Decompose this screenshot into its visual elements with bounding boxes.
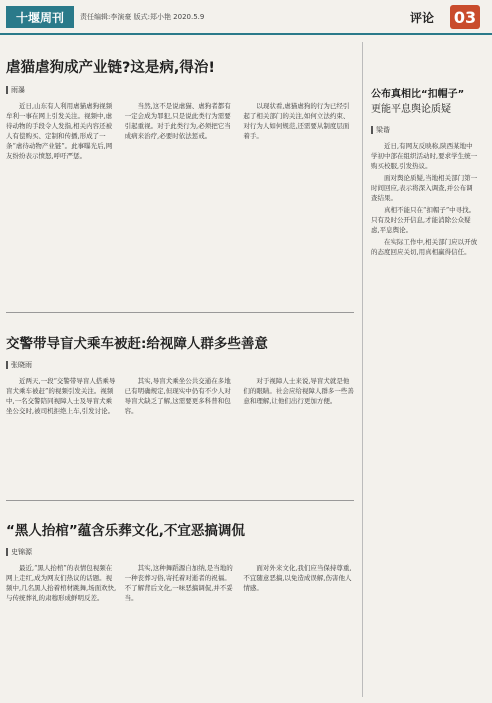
- byline-marker: [6, 548, 8, 556]
- byline: [371, 125, 479, 135]
- article-3: [6, 505, 354, 698]
- article-divider: [6, 500, 354, 501]
- byline-marker: [371, 126, 373, 134]
- article-column: [243, 563, 354, 603]
- article-title: 交警带导盲犬乘车被赶:给视障人群多些善意: [6, 336, 268, 352]
- sidebar-title-line: 更能平息舆论质疑: [371, 104, 451, 115]
- byline: [6, 360, 354, 370]
- article-column: [243, 376, 354, 416]
- paragraph: 最近,“黑人抬棺”的表情包视频在网上走红,成为网友们热议的话题。视频中,几名黑人抬着棺材跳舞,场面欢快,与传统葬礼的肃穆形成鲜明反差。: [6, 564, 117, 602]
- paragraph: 在实际工作中,相关部门应以开放的态度回应关切,用真相赢得信任。: [371, 238, 478, 256]
- page-header: [0, 0, 492, 40]
- header-rule: [0, 33, 492, 35]
- masthead: 十堰周刊: [6, 6, 74, 28]
- author: 雨瀑: [11, 86, 25, 94]
- article-column: [125, 376, 236, 416]
- section-label: 评论: [410, 11, 435, 25]
- paragraph: 真相不能只在“扣帽子”中寻找。只有及时公开信息,才能消除公众疑虑,平息舆论。: [371, 206, 476, 234]
- byline-marker: [6, 86, 8, 94]
- byline: [6, 547, 354, 557]
- paragraph: 其实,这种舞蹈源自加纳,是当地的一种丧葬习俗,寄托着对逝者的祝福。不了解背后文化,一味恶搞调侃,并不妥当。: [124, 564, 233, 602]
- sidebar-article: [362, 42, 487, 697]
- article-column: [6, 376, 117, 416]
- article-body: [6, 376, 354, 416]
- author: 张晓雨: [11, 361, 32, 369]
- sidebar-title: [371, 87, 479, 117]
- editor-credits: 责任编辑:李演豪 版式:郑小艳 2020.5.9: [80, 13, 205, 21]
- article-column: [6, 563, 117, 603]
- article-2: [6, 318, 354, 496]
- author: 梁谐: [376, 126, 390, 134]
- paragraph: 近两天,一段“交警带导盲人搭乘导盲犬乘车被赶”的视频引发关注。视频中,一名交警陪同视障人士及导盲犬乘坐公交时,被司机拒绝上车,引发讨论。: [6, 377, 116, 415]
- article-title: 虐猫虐狗成产业链?这是病,得治!: [6, 60, 216, 76]
- article-divider: [6, 312, 354, 313]
- article-column: [125, 101, 236, 161]
- sidebar-title-line: 公布真相比“扣帽子”: [371, 89, 465, 100]
- byline: [6, 85, 354, 95]
- sidebar-body: [371, 141, 479, 257]
- paragraph: 当然,这不是说虐猫、虐狗者都有一定会成为罪犯,只是说此类行为需要引起重视。对于此类行为,必须把它当成病来治疗,必要时依法惩戒。: [124, 102, 231, 140]
- article-column: [243, 101, 354, 161]
- paragraph: 面对舆论质疑,当地相关部门第一时间回应,表示将深入调查,并公布调查结果。: [371, 174, 478, 202]
- article-column: [6, 101, 117, 161]
- article-body: [6, 563, 354, 603]
- article-title: “黑人抬棺”蕴含乐葬文化,不宜恶搞调侃: [6, 523, 245, 539]
- paragraph: 近日,山东有人利用虐猫虐狗视频牟利一事在网上引发关注。视频中,虐待动物的手段令人发指,相关内容还被人有偿购买、定制和传播,形成了一条“虐待动物产业链”。此事曝光后,网友纷纷表示愤怒,呼吁严惩。: [6, 102, 113, 160]
- paragraph: 对于视障人士来说,导盲犬就是他们的眼睛。社会应给视障人群多一些善意和理解,让他们出行更加方便。: [243, 377, 354, 405]
- paragraph: 其实,导盲犬乘坐公共交通在多地已有明确规定,但现实中仍有不少人对导盲犬缺乏了解,这需要更多科普和包容。: [124, 377, 231, 415]
- article-column: [125, 563, 236, 603]
- paragraph: 近日,有网友反映称,陕西某地中学初中部在组织活动时,要求学生统一购买校服,引发热议。: [371, 142, 478, 170]
- paragraph: 以现状看,虐猫虐狗的行为已经引起了相关部门的关注,如何立法约束、对行为人如何规范,还需要从制度层面着手。: [243, 102, 350, 140]
- author: 史锦源: [11, 548, 32, 556]
- byline-marker: [6, 361, 8, 369]
- article-body: [6, 101, 354, 161]
- article-1: [6, 42, 354, 310]
- paragraph: 面对外来文化,我们应当保持尊重,不宜随意恶搞,以免造成误解,伤害他人情感。: [243, 564, 352, 592]
- page-number: 03: [450, 5, 480, 29]
